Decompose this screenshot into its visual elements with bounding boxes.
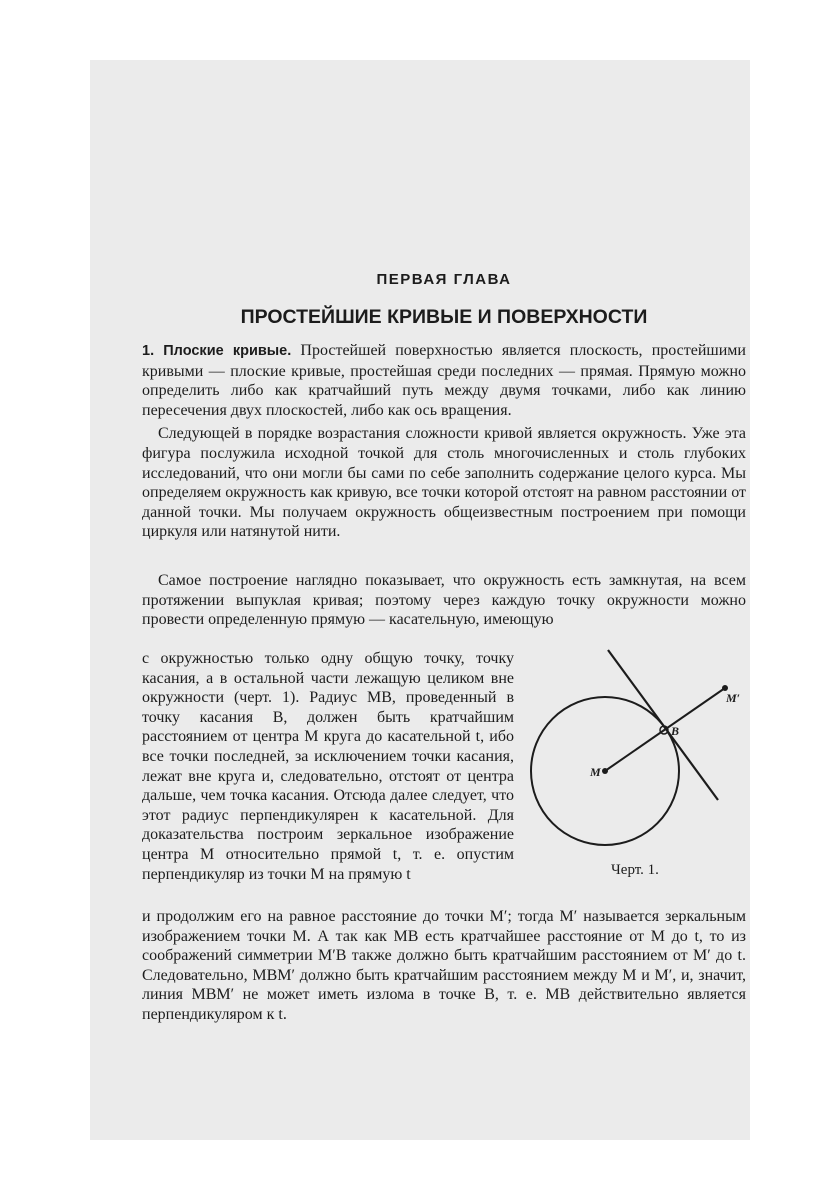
- label-b: B: [671, 724, 680, 738]
- paragraph-2: Следующей в порядке возрастания сложности кривой является окружность. Уже эта фигура послужила исходной точкой для столь многочисленных и столь глубоких исследований, что они могли бы сами по себе заполнить содержание целого курса. Мы определяем окружность как кривую, все точки которой отстоят на равном расстоянии от данной точки. Мы получаем окружность общеизвестным построением при помощи циркуля или натянутой нити.: [142, 425, 746, 541]
- paragraph-3: Самое построение наглядно показывает, что окружность есть замкнутая, на всем протяжении выпуклая кривая; поэтому через каждую точку окружности можно провести определенную прямую — касательную, имеющую: [142, 572, 746, 629]
- section-heading: 1. Плоские кривые.: [142, 343, 292, 359]
- paragraph-3-continued: с окружностью только одну общую точку, точку касания, а в остальной части лежащую целиком вне окружности (черт. 1). Радиус MB, проведенный в точку касания B, должен быть кратчайшим расстоянием от центра M круга до касательной t, ибо все точки последней, за исключением точки касания, лежат вне круга и, следовательно, отстоят от центра дальше, чем точка касания. Отсюда далее следует, что этот радиус перпендикулярен к касательной. Для доказательства построим зеркальное изображение центра M относительно прямой t, т. е. опустим перпендикуляр из точки M на прямую t: [142, 650, 514, 883]
- figure-caption: Черт. 1.: [611, 862, 659, 878]
- intro-text: [142, 341, 746, 542]
- paragraph-1: 1. Плоские кривые. Простейшей поверхностью является плоскость, простейшими кривыми — плоские кривые, простейшая среди последних — прямая. Прямую можно определить либо как кратчайший путь между двумя точками, либо как линию пересечения двух плоскостей, либо как ось вращения.: [142, 342, 746, 419]
- paragraph-3-wrapped: [142, 649, 514, 884]
- center-point: [602, 768, 608, 774]
- label-m-prime: M′: [726, 691, 741, 705]
- tangent-line: [608, 650, 718, 800]
- paragraph-4: и продолжим его на равное расстояние до точки M′; тогда M′ называется зеркальным изображением точки M. А так как MB есть кратчайшее расстояние от M до t, то из соображений симметрии M′B также должно быть кратчайшим расстоянием от M′ до t. Следовательно, MBM′ должно быть кратчайшим расстоянием между M и M′, и, значит, линия MBM′ не может иметь излома в точке B, т. е. MB действительно является перпендикуляром к t.: [142, 908, 746, 1023]
- figure-circle-tangent: [530, 644, 745, 864]
- label-m: M: [590, 765, 601, 779]
- paragraph-4-block: [142, 907, 746, 1025]
- paragraph-3-top: [142, 571, 746, 630]
- chapter-title: ПРОСТЕЙШИЕ КРИВЫЕ И ПОВЕРХНОСТИ: [240, 306, 648, 328]
- chapter-heading: ПЕРВАЯ ГЛАВА: [376, 271, 512, 288]
- radius-line: [605, 688, 725, 771]
